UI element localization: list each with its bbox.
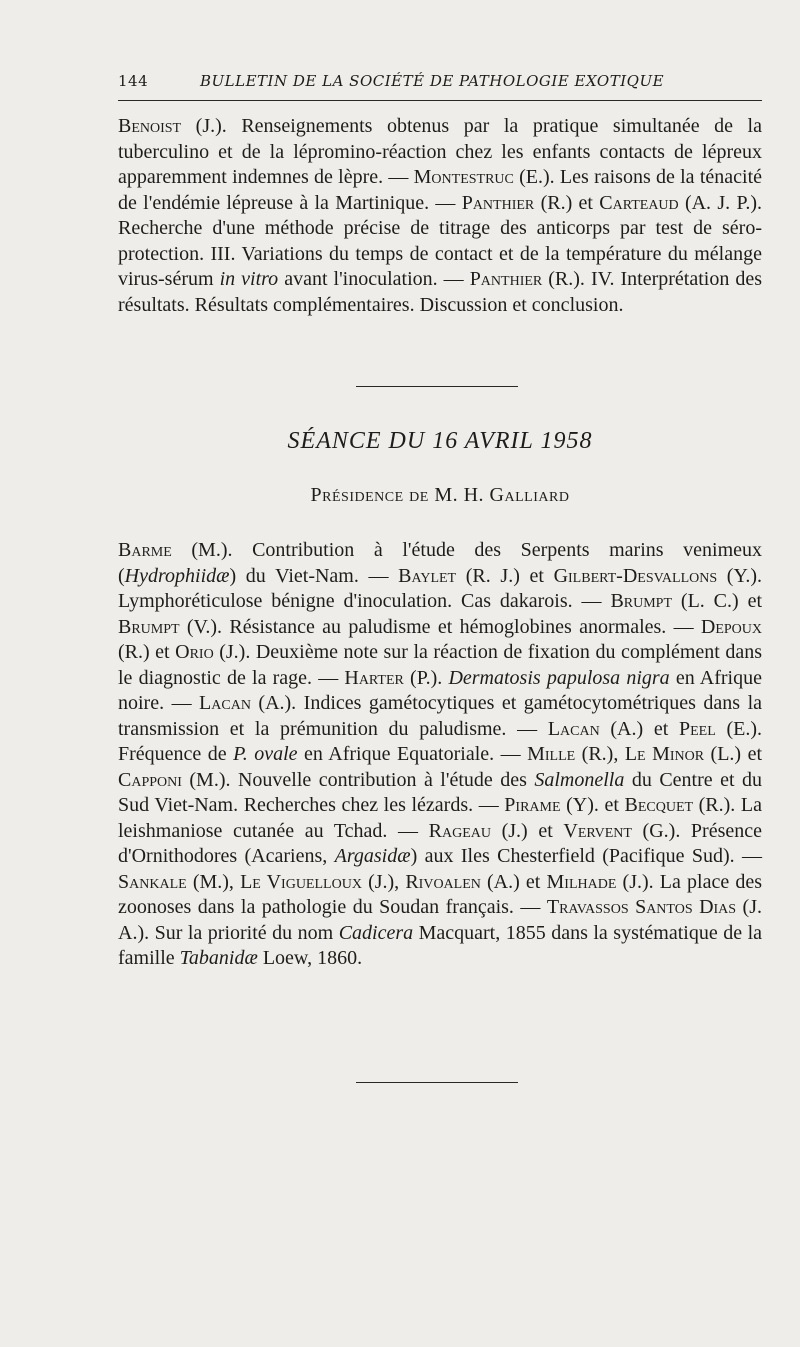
session-title: SÉANCE DU 16 AVRIL 1958: [287, 428, 593, 454]
italic-term: in vitro: [219, 268, 279, 290]
italic-term: Argasidæ: [334, 845, 411, 867]
author-name: Orio: [175, 641, 214, 663]
section-divider: [356, 386, 518, 387]
running-head: [118, 70, 688, 94]
communications-paragraph: Benoist (J.). Renseignements obtenus par la pratique simultanée de la tuberculino et de la lépromino-réaction chez les enfants contacts de lépreux apparemment indemnes de lèpre. — Montestruc (E.). Les raisons de la ténacité de l'endémie lépreuse à la Martinique. — Panthier (R.) et Carteaud (A. J. P.). Recherche d'une méthode précise de titrage des anticorps par test de séro-protection. III. Variations du temps de contact et de la température du mélange virus-sérum in vitro avant l'inoculation. — Panthier (R.). IV. Interprétation des résultats. Résultats complémentaires. Discussion et conclusion.: [118, 115, 763, 316]
author-name: Mille: [527, 743, 576, 765]
author-name: Carteaud: [599, 191, 679, 214]
italic-term: Hydrophiidæ: [124, 564, 230, 587]
author-name: Brumpt: [118, 615, 180, 638]
italic-term: P. ovale: [233, 743, 298, 765]
author-name: Panthier: [461, 191, 535, 214]
author-name: Becquet: [624, 794, 694, 816]
author-name: Barme: [118, 539, 172, 561]
author-name: Pirame: [504, 794, 561, 816]
author-name: Le Viguelloux: [240, 870, 362, 893]
header-rule: [118, 100, 762, 101]
italic-term: Dermatosis papulosa nigra: [448, 666, 670, 689]
author-name: Lacan: [547, 717, 600, 740]
presidency-line: Présidence de M. H. Galliard: [310, 484, 570, 506]
author-name: Peel: [678, 717, 716, 740]
author-name: Brumpt: [610, 590, 673, 612]
communications-paragraph: Barme (M.). Contribution à l'étude des Serpents marins venimeux (Hydrophiidæ) du Viet-Nam. — Baylet (R. J.) et Gilbert-Desvallons (Y.). Lymphoréticulose bénigne d'inoculation. Cas dakarois. — Brumpt (L. C.) et Brumpt (V.). Résistance au paludisme et hémoglobines anormales. — Depoux (R.) et Orio (J.). Deuxième note sur la réaction de fixation du complément dans le diagnostic de la rage. — Harter (P.). Dermatosis papulosa nigra en Afrique noire. — Lacan (A.). Indices gamétocytiques et gamétocytométriques dans la transmission et la prémunition du paludisme. — Lacan (A.) et Peel (E.). Fréquence de P. ovale en Afrique Equatoriale. — Mille (R.), Le Minor (L.) et Capponi (M.). Nouvelle contribution à l'étude des Salmonella du Centre et du Sud Viet-Nam. Recherches chez les lézards. — Pirame (Y). et Becquet (R.). La leishmaniose cutanée au Tchad. — Rageau (J.) et Vervent (G.). Présence d'Ornithodores (Acariens, Argasidæ) aux Iles Chesterfield (Pacifique Sud). — Sankale (M.), Le Viguelloux (J.), Rivoalen (A.) et Milhade (J.). La place des zoonoses dans la pathologie du Soudan français. — Travassos Santos Dias (J. A.). Sur la priorité du nom Cadicera Macquart, 1855 dans la systématique de la famille Tabanidæ Loew, 1860.: [118, 539, 763, 969]
author-name: Capponi: [118, 768, 182, 791]
author-name: Panthier: [469, 268, 543, 290]
author-name: Benoist: [118, 115, 182, 137]
author-name: Le Minor: [624, 743, 705, 765]
session-communications: [118, 538, 762, 972]
author-name: Travassos Santos Dias: [546, 896, 737, 918]
previous-session-communications: [118, 114, 762, 318]
author-name: Lacan: [199, 692, 251, 714]
author-name: Baylet: [398, 564, 457, 587]
author-name: Harter: [344, 666, 404, 689]
author-name: Rivoalen: [405, 870, 481, 893]
author-name: Vervent: [563, 819, 632, 842]
author-name: Sankale: [118, 870, 187, 893]
author-name: Rageau: [428, 819, 491, 842]
author-name: Montestruc: [413, 166, 514, 188]
author-name: Gilbert-Desvallons: [553, 564, 718, 587]
italic-term: Salmonella: [534, 768, 625, 791]
section-divider: [356, 1082, 518, 1083]
italic-term: Tabanidæ: [179, 947, 258, 969]
italic-term: Cadicera: [338, 921, 414, 944]
author-name: Milhade: [546, 870, 617, 893]
author-name: Depoux: [700, 615, 762, 638]
page-number: 144: [118, 72, 149, 90]
journal-title: BULLETIN DE LA SOCIÉTÉ DE PATHOLOGIE EXOTIQUE: [200, 72, 665, 90]
